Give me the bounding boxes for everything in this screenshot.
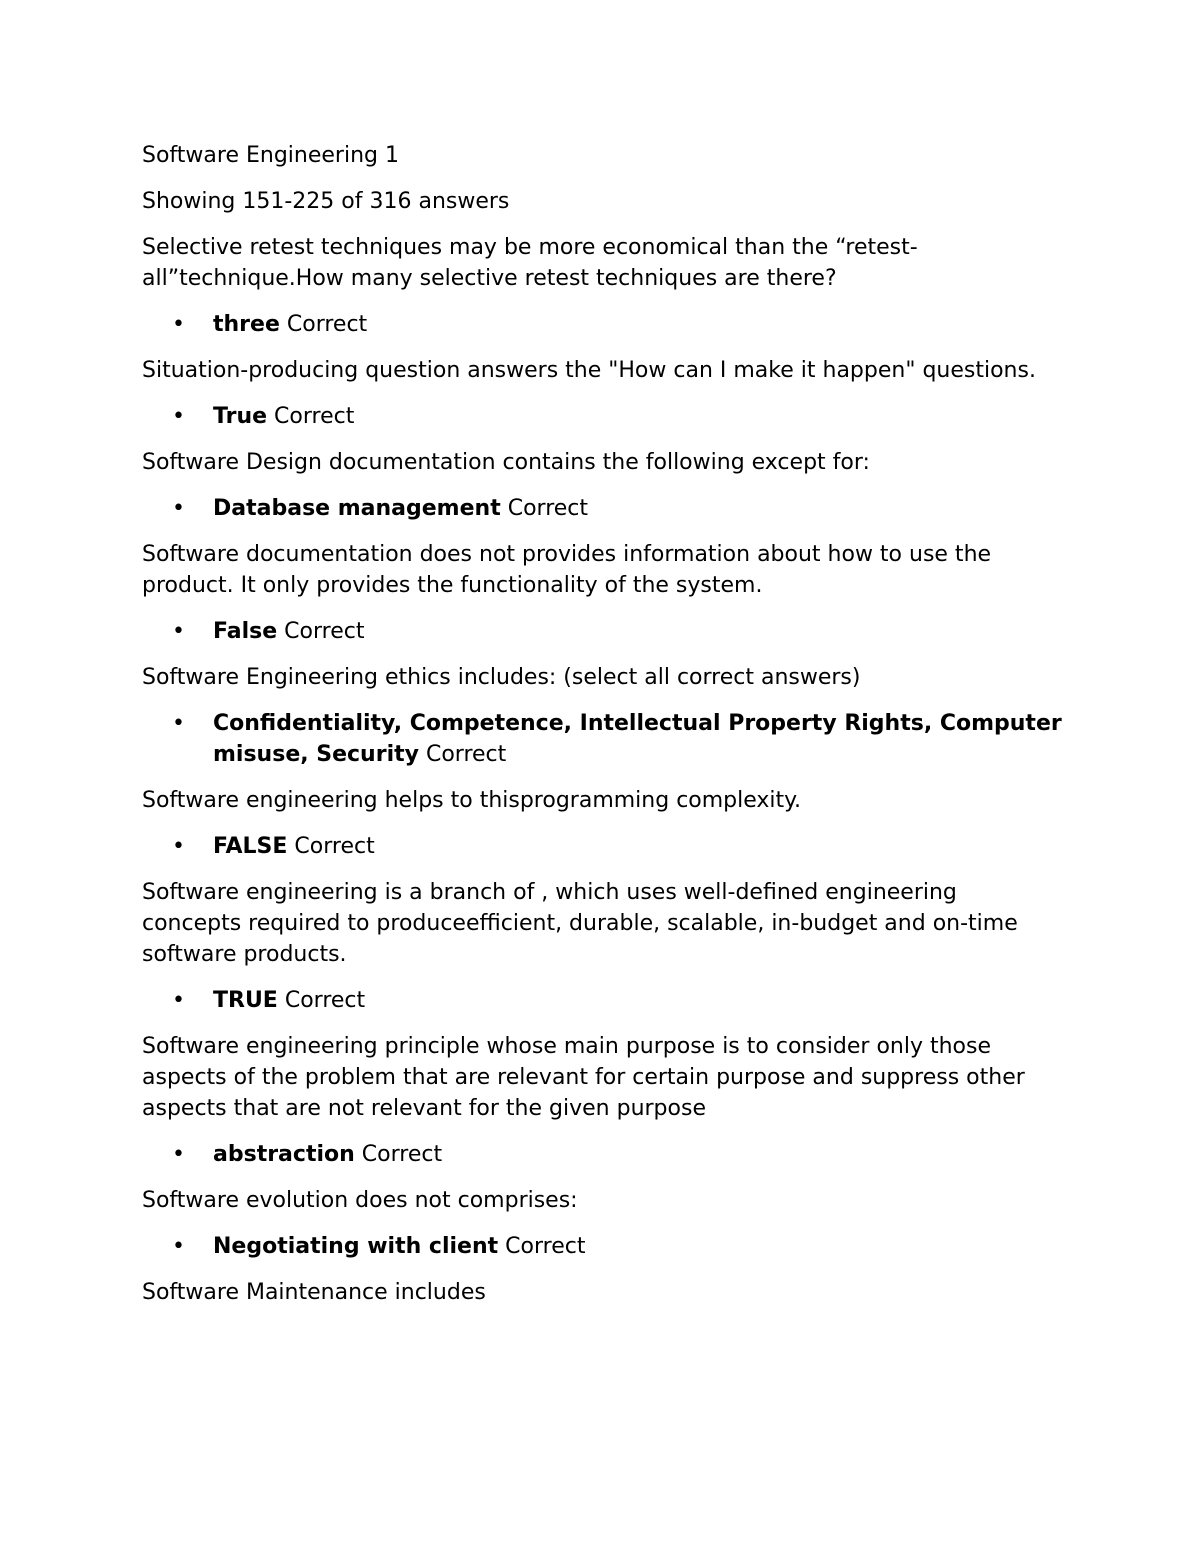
answer-list-item	[142, 616, 1062, 647]
qa-item	[142, 1031, 1062, 1170]
question-text: Software Maintenance includes	[142, 1280, 486, 1305]
answer-status: Correct	[284, 988, 366, 1013]
document-title: Software Engineering 1	[142, 143, 399, 168]
qa-item	[142, 785, 1062, 862]
answer-status: Correct	[505, 1234, 586, 1259]
question-text: Software documentation does not provides information about how to use the product. It only provides the functionality of the system.	[142, 542, 992, 598]
qa-item	[142, 447, 1062, 524]
answer-status: Correct	[284, 619, 365, 644]
question-text: Software engineering principle whose main purpose is to consider only those aspects of the problem that are relevant for certain purpose and suppress other aspects that are not relevant for the given purpose	[142, 1034, 1025, 1121]
question-text: Software Engineering ethics includes: (select all correct answers)	[142, 665, 861, 690]
question-text: Selective retest techniques may be more economical than the “retest-all”technique.How many selective retest techniques are there?	[142, 235, 918, 291]
answer-status: Correct	[294, 834, 375, 859]
qa-item	[142, 539, 1062, 647]
answer-list-item	[142, 1231, 1062, 1262]
answer-list-item	[142, 493, 1062, 524]
bullet-icon: •	[172, 404, 185, 429]
qa-item	[142, 1185, 1062, 1262]
answer-text: True	[213, 404, 268, 429]
question-text: Software engineering is a branch of , which uses well-defined engineering concepts required to produceefficient, durable, scalable, in-budget and on-time software products.	[142, 880, 1018, 967]
answer-list-item	[142, 401, 1062, 432]
question-text: Situation-producing question answers the "How can I make it happen" questions.	[142, 358, 1036, 383]
answer-text: FALSE	[213, 834, 288, 859]
answer-list-item	[142, 708, 1062, 770]
answer-text: Negotiating with client	[213, 1234, 499, 1259]
answer-status: Correct	[274, 404, 355, 429]
bullet-icon: •	[172, 1234, 185, 1259]
bullet-icon: •	[172, 312, 185, 337]
bullet-icon: •	[172, 1142, 185, 1167]
bullet-icon: •	[172, 834, 185, 859]
qa-item	[142, 232, 1062, 340]
answer-text: False	[213, 619, 278, 644]
answer-text: three	[213, 312, 280, 337]
document-page	[142, 140, 1062, 1323]
answer-text: TRUE	[213, 988, 278, 1013]
question-text: Software engineering helps to thisprogramming complexity.	[142, 788, 802, 813]
answer-list-item	[142, 985, 1062, 1016]
answer-text: abstraction	[213, 1142, 355, 1167]
answer-text: Database management	[213, 496, 501, 521]
answer-status: Correct	[286, 312, 368, 337]
bullet-icon: •	[172, 988, 185, 1013]
answer-status: Correct	[507, 496, 589, 521]
qa-item	[142, 355, 1062, 432]
bullet-icon: •	[172, 711, 185, 736]
question-text: Software Design documentation contains the following except for:	[142, 450, 870, 475]
answer-list-item	[142, 831, 1062, 862]
answer-status: Correct	[361, 1142, 443, 1167]
answer-list-item	[142, 309, 1062, 340]
qa-item	[142, 877, 1062, 1016]
answers-count: Showing 151-225 of 316 answers	[142, 189, 510, 214]
answer-list-item	[142, 1139, 1062, 1170]
answer-text: Confidentiality, Competence, Intellectual Property Rights, Computer misuse, Security	[213, 711, 1062, 767]
question-text: Software evolution does not comprises:	[142, 1188, 578, 1213]
qa-item	[142, 662, 1062, 770]
answer-status: Correct	[425, 742, 507, 767]
bullet-icon: •	[172, 619, 185, 644]
bullet-icon: •	[172, 496, 185, 521]
